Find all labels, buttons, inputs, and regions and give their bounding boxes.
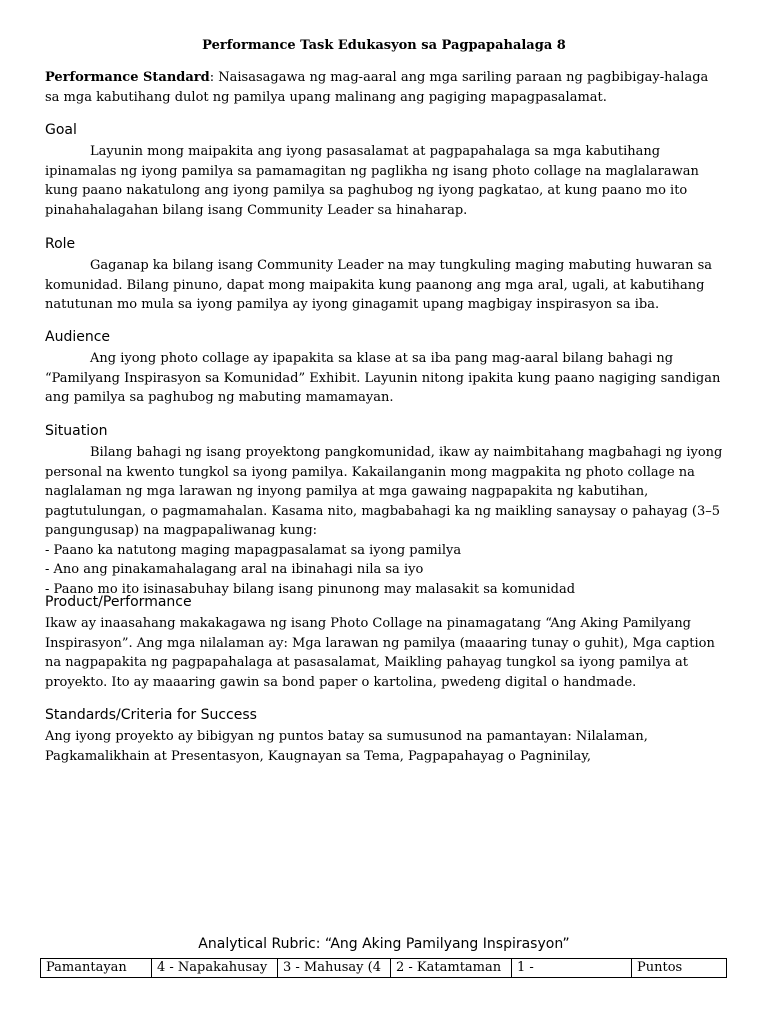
goal-text: Layunin mong maipakita ang iyong pasasalamat at pagpapahalaga sa mga kabutihang ipinamalas ng iyong pamilya sa pamamagitan ng paglikha ng isang photo collage na maglalarawan kung paano nakatulong ang iyong pamilya sa paghubog ng iyong pagkatao, at kung paano mo ito pinahahalagahan bilang isang Community Leader sa hinaharap. (45, 144, 699, 218)
situation-text: Bilang bahagi ng isang proyektong pangkomunidad, ikaw ay naimbitahang magbahagi ng iyong personal na kwento tungkol sa iyong pamilya. Kakailanganin mong magpakita ng photo collage na naglalaman ng mga larawan ng inyong pamilya at mga gawaing nagpapakita ng kabutihan, pagtutulungan, o pagmamahalan. Kasama nito, magbabahagi ka ng maikling sanaysay o pahayag (3–5 pangungusap) na magpapaliwanag kung: (45, 445, 723, 538)
situation-heading: Situation (45, 423, 108, 439)
rubric-title: Analytical Rubric: “Ang Aking Pamilyang Inspirasyon” (198, 936, 570, 952)
standards-heading: Standards/Criteria for Success (45, 707, 257, 723)
rubric-header-cell: 2 - Katamtaman (391, 959, 512, 978)
performance-standard-label: Performance Standard (45, 70, 210, 85)
situation-bullet: - Ano ang pinakamahalagang aral na ibinahagi nila sa iyo (45, 562, 424, 577)
product-heading: Product/Performance (45, 594, 192, 610)
rubric-header-cell: 4 - Napakahusay (152, 959, 278, 978)
document-title: Performance Task Edukasyon sa Pagpapahalaga 8 (202, 38, 566, 53)
goal-heading: Goal (45, 122, 77, 138)
situation-bullet: - Paano mo ito isinasabuhay bilang isang pinunong may malasakit sa komunidad (45, 581, 576, 597)
rubric-header-cell: 3 - Mahusay (4 (278, 959, 391, 978)
audience-text: Ang iyong photo collage ay ipapakita sa klase at sa iba pang mag-aaral bilang bahagi ng “Pamilyang Inspirasyon sa Komunidad” Exhibit. Layunin nitong ipakita kung paano nagiging sandigan ang pamilya sa paghubog ng mabuting mamamayan. (45, 351, 721, 405)
rubric-header-cell: Puntos (632, 959, 727, 978)
rubric-header-cell: Pamantayan (41, 959, 152, 978)
role-text: Gaganap ka bilang isang Community Leader na may tungkuling maging mabuting huwaran sa komunidad. Bilang pinuno, dapat mong maipakita kung paanong ang mga aral, ugali, at kabutihang natutunan mo mula sa iyong pamilya ay iyong ginagamit upang magbigay inspirasyon sa iba. (45, 258, 713, 312)
performance-standard-text: : Naisasagawa ng mag-aaral ang mga sariling paraan ng pagbibigay-halaga sa mga kabutihang dulot ng pamilya upang malinang ang pagiging mapagpasalamat. (45, 70, 709, 105)
product-text: Ikaw ay inaasahang makakagawa ng isang Photo Collage na pinamagatang “Ang Aking Pamilyang Inspirasyon”. Ang mga nilalaman ay: Mga larawan ng pamilya (maaaring tunay o guhit), Mga caption na nagpapakita ng pagpapahalaga at pasasalamat, Maikling pahayag tungkol sa iyong pamilya at proyekto. Ito ay maaaring gawin sa bond paper o kartolina, pwedeng digital o handmade. (45, 616, 715, 690)
performance-standard (45, 68, 725, 108)
role-heading: Role (45, 236, 76, 252)
situation-bullet: - Paano ka natutong maging mapagpasalamat sa iyong pamilya (45, 542, 462, 558)
situation-body (45, 443, 725, 599)
audience-heading: Audience (45, 329, 111, 345)
standards-text: Ang iyong proyekto ay bibigyan ng puntos batay sa sumusunod na pamantayan: Nilalaman, Pagkamalikhain at Presentasyon, Kaugnayan sa Tema, Pagpapahayag o Pagninilay, (45, 729, 648, 764)
rubric-table (40, 958, 727, 978)
rubric-header-row (41, 959, 727, 978)
rubric-header-cell: 1 - (512, 959, 632, 978)
